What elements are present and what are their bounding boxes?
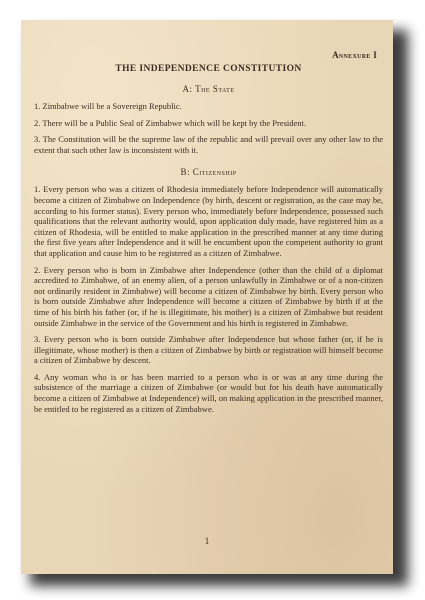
paragraph-state-1: 1. Zimbabwe will be a Sovereign Republic. (34, 101, 182, 111)
paragraph-citizenship-1: 1. Every person who was a citizen of Rhodesia immediately before Independence will automatically become a citizen of Zimbabwe on Independence (by birth, descent or registration, as the case may be, according to his former status). Every person who, immediately before Independence, possessed such qualifications that the relevant authority would, upon application duly made, have registered him as a citizen of Rhodesia, will be entitled to make application in the prescribed manner at any time during the first five years after Independence and it will be encumbent upon the competent authority to grant that application and cause him to be registered as a citizen of Zimbabwe. (34, 184, 383, 258)
page-number: 1 (204, 536, 210, 546)
paragraph-citizenship-3: 3. Every person who is born outside Zimbabwe after Independence but whose father (or, if he is illegitimate, whose mother) is then a citizen of Zimbabwe by birth or registration will himself become a citizen of Zimbabwe by descent. (34, 334, 383, 366)
section-heading-citizenship: B: Citizenship (180, 167, 237, 178)
paragraph-state-2: 2. There will be a Public Seal of Zimbabwe which will be kept by the President. (34, 117, 307, 128)
document-title: THE INDEPENDENCE CONSTITUTION (115, 64, 302, 74)
paragraph-citizenship-2: 2. Every person who is born in Zimbabwe after Independence (other than the child of a diplomat accredited to Zimbabwe, of an enemy alien, of a person unlawfully in Zimbabwe or of a non-citizen not ordinarily resident in Zimbabwe) will become a citizen of Zimbabwe by birth. Every person who is born outside Zimbabwe after Independence will become a citizen of Zimbabwe by birth if at the time of his birth his father (or, if he is illegitimate, his mother) is a citizen of Zimbabwe but resident outside Zimbabwe in the service of the Government and his birth is registered in Zimbabwe. (34, 264, 383, 328)
paragraph-citizenship-4: 4. Any woman who is or has been married to a person who is or was at any time during the subsistence of the marriage a citizen of Zimbabwe (or would but for his death have automatically become a citizen of Zimbabwe at Independence) will, on making application in the prescribed manner, be entitled to be registered as a citizen of Zimbabwe. (34, 371, 383, 414)
document-page (21, 20, 393, 574)
paragraph-state-3: 3. The Constitution will be the supreme law of the republic and will prevail over any other law to the extent that such other law is inconsistent with it. (34, 134, 383, 155)
annexure-label: Annexure I (332, 50, 377, 60)
section-heading-state: A: The State (182, 84, 235, 94)
